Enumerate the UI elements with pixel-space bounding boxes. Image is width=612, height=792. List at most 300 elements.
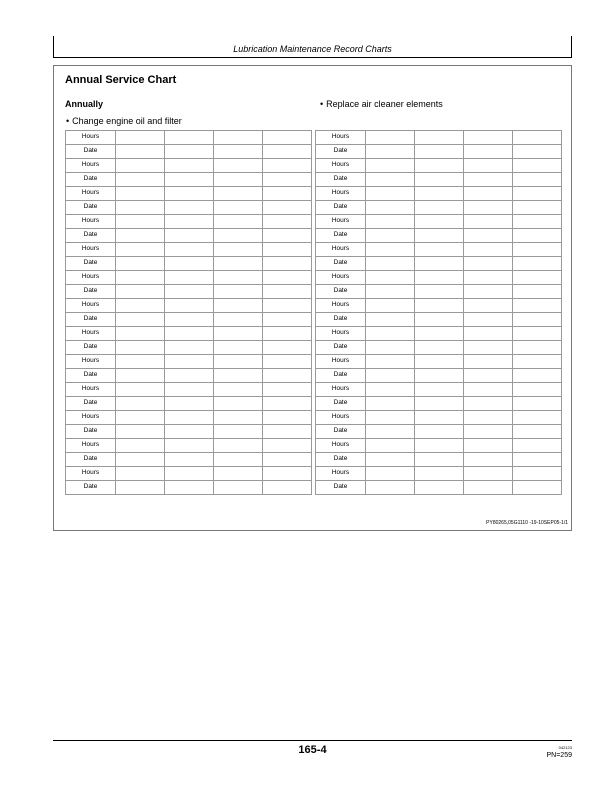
entry-cell[interactable]: [263, 215, 312, 229]
entry-cell[interactable]: [165, 425, 214, 439]
pn-label: PN=259: [546, 752, 572, 759]
entry-cell[interactable]: [214, 369, 263, 383]
entry-cell[interactable]: [214, 425, 263, 439]
entry-cell[interactable]: [263, 159, 312, 173]
entry-cell[interactable]: [366, 383, 415, 397]
record-row: [66, 425, 312, 439]
entry-cell[interactable]: [366, 369, 415, 383]
entry-cell[interactable]: [116, 257, 165, 271]
entry-cell[interactable]: [366, 411, 415, 425]
entry-cell[interactable]: [116, 453, 165, 467]
page-number: 165-4: [298, 744, 327, 756]
record-row: [66, 187, 312, 201]
row-label: Date: [66, 145, 116, 159]
entry-cell[interactable]: [513, 215, 562, 229]
row-label: Hours: [66, 411, 116, 425]
entry-cell[interactable]: [263, 327, 312, 341]
entry-cell[interactable]: [263, 187, 312, 201]
entry-cell[interactable]: [366, 313, 415, 327]
row-label: Hours: [316, 243, 366, 257]
record-table-left: [65, 130, 312, 495]
bullet-icon: •: [66, 116, 70, 126]
row-label: Date: [66, 285, 116, 299]
entry-cell[interactable]: [116, 439, 165, 453]
record-row: [66, 467, 312, 481]
entry-cell[interactable]: [165, 327, 214, 341]
entry-cell[interactable]: [165, 467, 214, 481]
entry-cell[interactable]: [263, 355, 312, 369]
entry-cell[interactable]: [513, 243, 562, 257]
entry-cell[interactable]: [464, 397, 513, 411]
entry-cell[interactable]: [214, 173, 263, 187]
entry-cell[interactable]: [263, 411, 312, 425]
entry-cell[interactable]: [366, 299, 415, 313]
record-row: [66, 411, 312, 425]
row-label: Date: [66, 397, 116, 411]
entry-cell[interactable]: [464, 257, 513, 271]
entry-cell[interactable]: [165, 257, 214, 271]
entry-cell[interactable]: [464, 411, 513, 425]
entry-cell[interactable]: [165, 215, 214, 229]
record-row: [316, 299, 562, 313]
entry-cell[interactable]: [263, 397, 312, 411]
entry-cell[interactable]: [464, 453, 513, 467]
entry-cell[interactable]: [214, 201, 263, 215]
entry-cell[interactable]: [513, 187, 562, 201]
entry-cell[interactable]: [214, 229, 263, 243]
entry-cell[interactable]: [415, 453, 464, 467]
task-item: [66, 116, 182, 126]
entry-cell[interactable]: [366, 341, 415, 355]
entry-cell[interactable]: [263, 467, 312, 481]
entry-cell[interactable]: [116, 285, 165, 299]
record-row: [316, 411, 562, 425]
entry-cell[interactable]: [415, 159, 464, 173]
date-code: 042123: [558, 745, 572, 750]
entry-cell[interactable]: [214, 145, 263, 159]
entry-cell[interactable]: [165, 369, 214, 383]
entry-cell[interactable]: [165, 481, 214, 495]
entry-cell[interactable]: [116, 131, 165, 145]
entry-cell[interactable]: [464, 173, 513, 187]
entry-cell[interactable]: [415, 299, 464, 313]
entry-cell[interactable]: [366, 229, 415, 243]
entry-cell[interactable]: [214, 467, 263, 481]
record-row: [316, 243, 562, 257]
entry-cell[interactable]: [513, 159, 562, 173]
entry-cell[interactable]: [165, 145, 214, 159]
record-row: [316, 257, 562, 271]
entry-cell[interactable]: [366, 397, 415, 411]
entry-cell[interactable]: [513, 355, 562, 369]
row-label: Date: [66, 257, 116, 271]
entry-cell[interactable]: [415, 271, 464, 285]
record-row: [316, 425, 562, 439]
entry-cell[interactable]: [366, 425, 415, 439]
entry-cell[interactable]: [513, 145, 562, 159]
entry-cell[interactable]: [415, 397, 464, 411]
entry-cell[interactable]: [263, 481, 312, 495]
row-label: Date: [316, 313, 366, 327]
entry-cell[interactable]: [165, 313, 214, 327]
entry-cell[interactable]: [116, 187, 165, 201]
entry-cell[interactable]: [513, 257, 562, 271]
record-row: [316, 271, 562, 285]
entry-cell[interactable]: [464, 299, 513, 313]
entry-cell[interactable]: [214, 397, 263, 411]
entry-cell[interactable]: [116, 243, 165, 257]
entry-cell[interactable]: [366, 131, 415, 145]
entry-cell[interactable]: [513, 341, 562, 355]
entry-cell[interactable]: [116, 271, 165, 285]
entry-cell[interactable]: [116, 397, 165, 411]
record-row: [66, 285, 312, 299]
entry-cell[interactable]: [263, 201, 312, 215]
row-label: Hours: [66, 439, 116, 453]
row-label: Date: [66, 229, 116, 243]
entry-cell[interactable]: [116, 425, 165, 439]
row-label: Date: [66, 425, 116, 439]
entry-cell[interactable]: [214, 271, 263, 285]
entry-cell[interactable]: [214, 355, 263, 369]
row-label: Hours: [316, 271, 366, 285]
row-label: Date: [66, 173, 116, 187]
entry-cell[interactable]: [464, 159, 513, 173]
entry-cell[interactable]: [366, 271, 415, 285]
record-row: [316, 131, 562, 145]
entry-cell[interactable]: [464, 145, 513, 159]
entry-cell[interactable]: [513, 397, 562, 411]
record-row: [66, 383, 312, 397]
entry-cell[interactable]: [165, 131, 214, 145]
entry-cell[interactable]: [513, 411, 562, 425]
entry-cell[interactable]: [214, 439, 263, 453]
entry-cell[interactable]: [415, 327, 464, 341]
entry-cell[interactable]: [464, 131, 513, 145]
entry-cell[interactable]: [263, 285, 312, 299]
entry-cell[interactable]: [464, 481, 513, 495]
entry-cell[interactable]: [513, 271, 562, 285]
entry-cell[interactable]: [513, 229, 562, 243]
record-row: [316, 481, 562, 495]
entry-cell[interactable]: [366, 187, 415, 201]
entry-cell[interactable]: [116, 201, 165, 215]
row-label: Date: [316, 369, 366, 383]
entry-cell[interactable]: [116, 159, 165, 173]
record-row: [316, 467, 562, 481]
task-label: Replace air cleaner elements: [326, 99, 443, 109]
entry-cell[interactable]: [464, 439, 513, 453]
entry-cell[interactable]: [366, 215, 415, 229]
record-row: [316, 341, 562, 355]
row-label: Date: [316, 425, 366, 439]
entry-cell[interactable]: [263, 145, 312, 159]
entry-cell[interactable]: [366, 243, 415, 257]
entry-cell[interactable]: [116, 369, 165, 383]
entry-cell[interactable]: [116, 481, 165, 495]
row-label: Date: [316, 173, 366, 187]
entry-cell[interactable]: [366, 453, 415, 467]
task-label: Change engine oil and filter: [72, 116, 182, 126]
row-label: Date: [316, 285, 366, 299]
record-row: [316, 453, 562, 467]
entry-cell[interactable]: [464, 229, 513, 243]
entry-cell[interactable]: [214, 411, 263, 425]
entry-cell[interactable]: [513, 453, 562, 467]
entry-cell[interactable]: [165, 229, 214, 243]
entry-cell[interactable]: [214, 327, 263, 341]
entry-cell[interactable]: [464, 341, 513, 355]
entry-cell[interactable]: [214, 159, 263, 173]
entry-cell[interactable]: [366, 439, 415, 453]
entry-cell[interactable]: [116, 173, 165, 187]
entry-cell[interactable]: [263, 425, 312, 439]
entry-cell[interactable]: [464, 327, 513, 341]
entry-cell[interactable]: [513, 481, 562, 495]
entry-cell[interactable]: [464, 369, 513, 383]
entry-cell[interactable]: [415, 173, 464, 187]
entry-cell[interactable]: [415, 369, 464, 383]
entry-cell[interactable]: [366, 285, 415, 299]
entry-cell[interactable]: [165, 159, 214, 173]
entry-cell[interactable]: [464, 187, 513, 201]
entry-cell[interactable]: [464, 243, 513, 257]
entry-cell[interactable]: [415, 229, 464, 243]
record-row: [66, 453, 312, 467]
entry-cell[interactable]: [513, 327, 562, 341]
record-row: [66, 481, 312, 495]
entry-cell[interactable]: [513, 467, 562, 481]
row-label: Hours: [66, 215, 116, 229]
record-row: [66, 215, 312, 229]
entry-cell[interactable]: [464, 467, 513, 481]
entry-cell[interactable]: [116, 299, 165, 313]
record-row: [66, 327, 312, 341]
record-row: [316, 383, 562, 397]
record-row: [316, 355, 562, 369]
entry-cell[interactable]: [165, 285, 214, 299]
entry-cell[interactable]: [464, 271, 513, 285]
record-row: [316, 327, 562, 341]
entry-cell[interactable]: [366, 173, 415, 187]
entry-cell[interactable]: [116, 467, 165, 481]
entry-cell[interactable]: [366, 201, 415, 215]
entry-cell[interactable]: [263, 341, 312, 355]
record-row: [316, 201, 562, 215]
entry-cell[interactable]: [513, 201, 562, 215]
entry-cell[interactable]: [464, 313, 513, 327]
entry-cell[interactable]: [415, 439, 464, 453]
entry-cell[interactable]: [366, 481, 415, 495]
row-label: Hours: [66, 187, 116, 201]
entry-cell[interactable]: [513, 285, 562, 299]
section-title: Annual Service Chart: [65, 74, 177, 86]
entry-cell[interactable]: [214, 299, 263, 313]
entry-cell[interactable]: [415, 481, 464, 495]
footer-rule: [53, 740, 572, 741]
entry-cell[interactable]: [415, 355, 464, 369]
entry-cell[interactable]: [165, 299, 214, 313]
row-label: Date: [66, 369, 116, 383]
entry-cell[interactable]: [366, 257, 415, 271]
entry-cell[interactable]: [366, 327, 415, 341]
entry-cell[interactable]: [165, 411, 214, 425]
entry-cell[interactable]: [366, 159, 415, 173]
entry-cell[interactable]: [165, 187, 214, 201]
row-label: Hours: [66, 271, 116, 285]
entry-cell[interactable]: [165, 383, 214, 397]
entry-cell[interactable]: [415, 243, 464, 257]
entry-cell[interactable]: [214, 383, 263, 397]
entry-cell[interactable]: [263, 383, 312, 397]
entry-cell[interactable]: [263, 439, 312, 453]
entry-cell[interactable]: [165, 243, 214, 257]
entry-cell[interactable]: [214, 341, 263, 355]
row-label: Hours: [316, 299, 366, 313]
entry-cell[interactable]: [116, 341, 165, 355]
entry-cell[interactable]: [415, 145, 464, 159]
entry-cell[interactable]: [116, 215, 165, 229]
entry-cell[interactable]: [513, 383, 562, 397]
entry-cell[interactable]: [116, 327, 165, 341]
entry-cell[interactable]: [513, 313, 562, 327]
entry-cell[interactable]: [513, 131, 562, 145]
entry-cell[interactable]: [165, 453, 214, 467]
entry-cell[interactable]: [165, 439, 214, 453]
entry-cell[interactable]: [165, 341, 214, 355]
entry-cell[interactable]: [263, 453, 312, 467]
entry-cell[interactable]: [214, 243, 263, 257]
entry-cell[interactable]: [464, 425, 513, 439]
entry-cell[interactable]: [165, 271, 214, 285]
entry-cell[interactable]: [263, 369, 312, 383]
entry-cell[interactable]: [116, 411, 165, 425]
entry-cell[interactable]: [415, 383, 464, 397]
service-interval: Annually: [65, 99, 104, 109]
entry-cell[interactable]: [513, 439, 562, 453]
entry-cell[interactable]: [366, 355, 415, 369]
entry-cell[interactable]: [214, 453, 263, 467]
entry-cell[interactable]: [415, 467, 464, 481]
entry-cell[interactable]: [415, 285, 464, 299]
entry-cell[interactable]: [263, 131, 312, 145]
entry-cell[interactable]: [214, 481, 263, 495]
entry-cell[interactable]: [415, 215, 464, 229]
entry-cell[interactable]: [464, 215, 513, 229]
entry-cell[interactable]: [165, 397, 214, 411]
record-row: [66, 173, 312, 187]
entry-cell[interactable]: [116, 145, 165, 159]
entry-cell[interactable]: [263, 173, 312, 187]
entry-cell[interactable]: [214, 215, 263, 229]
row-label: Hours: [66, 131, 116, 145]
record-row: [316, 285, 562, 299]
record-row: [316, 145, 562, 159]
record-row: [66, 159, 312, 173]
record-row: [316, 215, 562, 229]
entry-cell[interactable]: [415, 411, 464, 425]
row-label: Date: [66, 453, 116, 467]
entry-cell[interactable]: [214, 257, 263, 271]
entry-cell[interactable]: [263, 257, 312, 271]
entry-cell[interactable]: [165, 173, 214, 187]
entry-cell[interactable]: [263, 271, 312, 285]
record-row: [316, 187, 562, 201]
reference-code: PY80265,05G1110 -19-10SEP05-1/1: [486, 520, 568, 526]
entry-cell[interactable]: [415, 313, 464, 327]
record-row: [66, 341, 312, 355]
row-label: Date: [316, 257, 366, 271]
entry-cell[interactable]: [415, 187, 464, 201]
entry-cell[interactable]: [415, 341, 464, 355]
row-label: Date: [66, 481, 116, 495]
entry-cell[interactable]: [464, 355, 513, 369]
entry-cell[interactable]: [464, 285, 513, 299]
entry-cell[interactable]: [513, 299, 562, 313]
entry-cell[interactable]: [415, 131, 464, 145]
row-label: Hours: [66, 383, 116, 397]
entry-cell[interactable]: [513, 173, 562, 187]
row-label: Hours: [66, 299, 116, 313]
record-row: [66, 131, 312, 145]
record-table-right: [315, 130, 562, 495]
record-row: [66, 243, 312, 257]
record-row: [66, 397, 312, 411]
record-row: [66, 257, 312, 271]
row-label: Hours: [316, 215, 366, 229]
record-row: [66, 201, 312, 215]
entry-cell[interactable]: [214, 285, 263, 299]
entry-cell[interactable]: [263, 229, 312, 243]
row-label: Hours: [66, 355, 116, 369]
row-label: Hours: [66, 467, 116, 481]
row-label: Date: [316, 453, 366, 467]
row-label: Date: [316, 397, 366, 411]
row-label: Hours: [316, 131, 366, 145]
bullet-icon: •: [320, 99, 324, 109]
entry-cell[interactable]: [464, 383, 513, 397]
entry-cell[interactable]: [415, 425, 464, 439]
entry-cell[interactable]: [415, 257, 464, 271]
entry-cell[interactable]: [116, 355, 165, 369]
entry-cell[interactable]: [263, 299, 312, 313]
entry-cell[interactable]: [263, 313, 312, 327]
row-label: Hours: [316, 159, 366, 173]
entry-cell[interactable]: [165, 355, 214, 369]
entry-cell[interactable]: [165, 201, 214, 215]
entry-cell[interactable]: [116, 229, 165, 243]
entry-cell[interactable]: [116, 383, 165, 397]
row-label: Date: [316, 229, 366, 243]
entry-cell[interactable]: [214, 313, 263, 327]
row-label: Hours: [316, 383, 366, 397]
entry-cell[interactable]: [415, 201, 464, 215]
row-label: Date: [66, 313, 116, 327]
row-label: Date: [66, 201, 116, 215]
entry-cell[interactable]: [513, 369, 562, 383]
entry-cell[interactable]: [513, 425, 562, 439]
entry-cell[interactable]: [263, 243, 312, 257]
entry-cell[interactable]: [366, 145, 415, 159]
row-label: Hours: [316, 355, 366, 369]
row-label: Hours: [316, 187, 366, 201]
entry-cell[interactable]: [366, 467, 415, 481]
entry-cell[interactable]: [214, 131, 263, 145]
entry-cell[interactable]: [464, 201, 513, 215]
row-label: Date: [316, 201, 366, 215]
entry-cell[interactable]: [214, 187, 263, 201]
entry-cell[interactable]: [116, 313, 165, 327]
